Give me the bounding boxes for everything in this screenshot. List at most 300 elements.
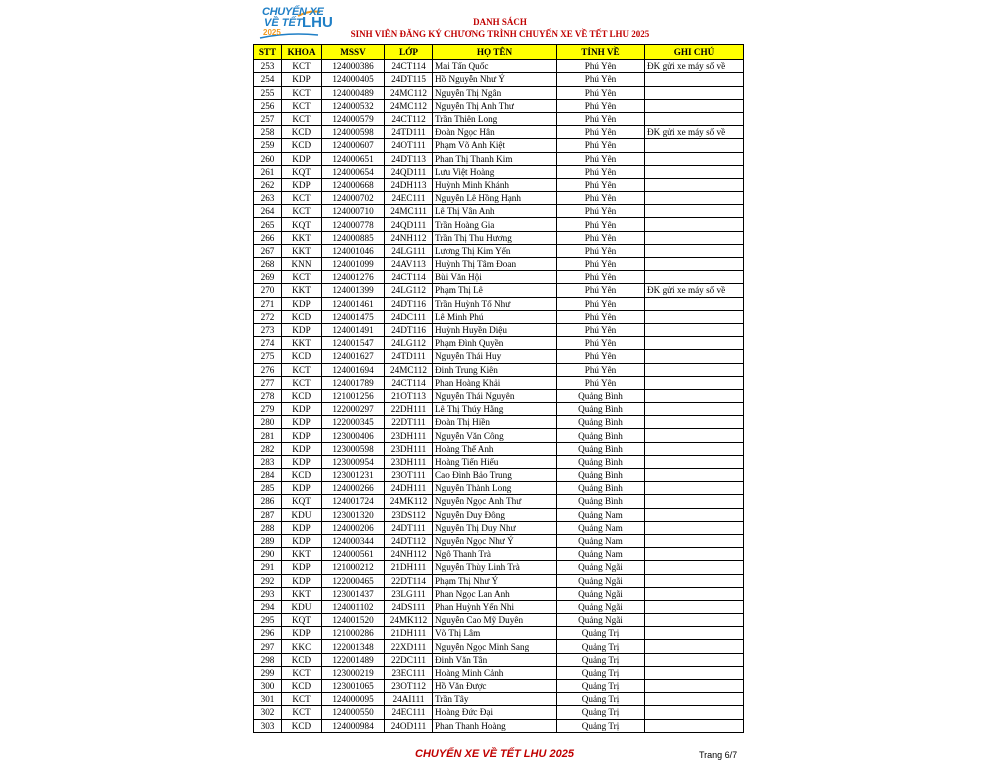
table-row: [254, 653, 744, 666]
cell-mssv: 123001065: [322, 680, 385, 693]
cell-khoa: KCT: [282, 706, 322, 719]
cell-tinh-ve: Quảng Trị: [557, 680, 645, 693]
table-row: [254, 482, 744, 495]
table-row: [254, 442, 744, 455]
table-row: [254, 389, 744, 402]
cell-lop: 23DS112: [385, 508, 433, 521]
cell-ho-ten: Võ Thị Lâm: [433, 627, 557, 640]
cell-lop: 24DT112: [385, 534, 433, 547]
cell-stt: 258: [254, 126, 282, 139]
cell-mssv: 124001475: [322, 310, 385, 323]
cell-lop: 23EC111: [385, 666, 433, 679]
cell-ghi-chu: [645, 112, 744, 125]
cell-ho-ten: Nguyễn Thái Huy: [433, 350, 557, 363]
cell-ho-ten: Nguyễn Thị Anh Thư: [433, 99, 557, 112]
cell-ho-ten: Hoàng Tiến Hiếu: [433, 455, 557, 468]
cell-ho-ten: Lê Thị Vân Anh: [433, 205, 557, 218]
cell-tinh-ve: Quảng Ngãi: [557, 574, 645, 587]
cell-lop: 24OT111: [385, 139, 433, 152]
cell-ho-ten: Hồ Văn Được: [433, 680, 557, 693]
cell-ho-ten: Ngô Thanh Trà: [433, 548, 557, 561]
cell-khoa: KCT: [282, 86, 322, 99]
table-row: [254, 99, 744, 112]
cell-mssv: 124000095: [322, 693, 385, 706]
cell-ghi-chu: [645, 442, 744, 455]
cell-khoa: KKT: [282, 284, 322, 297]
cell-stt: 301: [254, 693, 282, 706]
cell-ho-ten: Nguyễn Thùy Linh Trà: [433, 561, 557, 574]
cell-lop: 24AI111: [385, 693, 433, 706]
cell-stt: 274: [254, 337, 282, 350]
header-stt: STT: [254, 45, 282, 60]
cell-ghi-chu: [645, 350, 744, 363]
cell-khoa: KQT: [282, 495, 322, 508]
table-row: [254, 205, 744, 218]
cell-tinh-ve: Quảng Bình: [557, 429, 645, 442]
cell-tinh-ve: Phú Yên: [557, 112, 645, 125]
cell-ghi-chu: [645, 469, 744, 482]
cell-tinh-ve: Phú Yên: [557, 73, 645, 86]
cell-stt: 275: [254, 350, 282, 363]
cell-ho-ten: Nguyễn Cao Mỹ Duyên: [433, 614, 557, 627]
table-row: [254, 403, 744, 416]
cell-stt: 297: [254, 640, 282, 653]
cell-ghi-chu: [645, 482, 744, 495]
cell-mssv: 122000345: [322, 416, 385, 429]
cell-ho-ten: Phạm Thị Lê: [433, 284, 557, 297]
cell-lop: 23OT112: [385, 680, 433, 693]
cell-mssv: 124001276: [322, 271, 385, 284]
cell-tinh-ve: Phú Yên: [557, 258, 645, 271]
cell-ghi-chu: [645, 244, 744, 257]
cell-stt: 267: [254, 244, 282, 257]
cell-stt: 264: [254, 205, 282, 218]
cell-mssv: 123000598: [322, 442, 385, 455]
cell-tinh-ve: Phú Yên: [557, 126, 645, 139]
cell-ghi-chu: [645, 653, 744, 666]
cell-ghi-chu: [645, 86, 744, 99]
cell-stt: 280: [254, 416, 282, 429]
cell-ghi-chu: [645, 680, 744, 693]
cell-lop: 24TD111: [385, 350, 433, 363]
cell-lop: 23OT111: [385, 469, 433, 482]
table-row: [254, 600, 744, 613]
cell-mssv: 124000654: [322, 165, 385, 178]
cell-lop: 24NH112: [385, 548, 433, 561]
cell-tinh-ve: Quảng Ngãi: [557, 614, 645, 627]
cell-tinh-ve: Phú Yên: [557, 99, 645, 112]
cell-lop: 24CT114: [385, 376, 433, 389]
cell-khoa: KKT: [282, 548, 322, 561]
cell-tinh-ve: Quảng Bình: [557, 455, 645, 468]
cell-ghi-chu: [645, 99, 744, 112]
table-row: [254, 640, 744, 653]
header-ho-ten: HỌ TÊN: [433, 45, 557, 60]
cell-tinh-ve: Quảng Nam: [557, 521, 645, 534]
table-row: [254, 86, 744, 99]
table-row: [254, 165, 744, 178]
table-row: [254, 521, 744, 534]
cell-lop: 24LG112: [385, 284, 433, 297]
cell-stt: 298: [254, 653, 282, 666]
cell-tinh-ve: Phú Yên: [557, 152, 645, 165]
cell-mssv: 124000702: [322, 192, 385, 205]
cell-lop: 24DT113: [385, 152, 433, 165]
cell-khoa: KDP: [282, 178, 322, 191]
cell-mssv: 124001789: [322, 376, 385, 389]
cell-lop: 23DH111: [385, 442, 433, 455]
cell-ho-ten: Trần Huỳnh Tố Như: [433, 297, 557, 310]
cell-khoa: KCT: [282, 376, 322, 389]
cell-ghi-chu: [645, 627, 744, 640]
cell-mssv: 124000386: [322, 60, 385, 73]
cell-khoa: KDU: [282, 600, 322, 613]
cell-stt: 270: [254, 284, 282, 297]
cell-ho-ten: Phạm Võ Anh Kiệt: [433, 139, 557, 152]
cell-stt: 284: [254, 469, 282, 482]
cell-stt: 265: [254, 218, 282, 231]
cell-lop: 22DT111: [385, 416, 433, 429]
cell-ho-ten: Phạm Thị Như Ý: [433, 574, 557, 587]
cell-stt: 303: [254, 719, 282, 732]
table-row: [254, 350, 744, 363]
cell-tinh-ve: Phú Yên: [557, 178, 645, 191]
cell-mssv: 124001046: [322, 244, 385, 257]
table-row: [254, 73, 744, 86]
table-row: [254, 508, 744, 521]
table-row: [254, 284, 744, 297]
cell-ghi-chu: [645, 693, 744, 706]
cell-khoa: KKT: [282, 231, 322, 244]
cell-lop: 22DT114: [385, 574, 433, 587]
cell-mssv: 124001102: [322, 600, 385, 613]
cell-ghi-chu: [645, 323, 744, 336]
cell-tinh-ve: Phú Yên: [557, 337, 645, 350]
cell-khoa: KDU: [282, 508, 322, 521]
logo-text-line1: CHUYẾN XE: [262, 6, 324, 18]
cell-tinh-ve: Quảng Trị: [557, 706, 645, 719]
cell-stt: 294: [254, 600, 282, 613]
cell-ho-ten: Mai Tấn Quốc: [433, 60, 557, 73]
cell-khoa: KDP: [282, 627, 322, 640]
cell-tinh-ve: Quảng Bình: [557, 442, 645, 455]
cell-stt: 288: [254, 521, 282, 534]
cell-stt: 272: [254, 310, 282, 323]
cell-lop: 22XD111: [385, 640, 433, 653]
cell-lop: 24CT114: [385, 271, 433, 284]
table-row: [254, 587, 744, 600]
cell-mssv: 124001520: [322, 614, 385, 627]
cell-lop: 24TD111: [385, 126, 433, 139]
cell-stt: 266: [254, 231, 282, 244]
table-row: [254, 126, 744, 139]
table-row: [254, 271, 744, 284]
cell-mssv: 124001547: [322, 337, 385, 350]
cell-mssv: 124001099: [322, 258, 385, 271]
cell-mssv: 124001724: [322, 495, 385, 508]
cell-ho-ten: Huỳnh Thị Tâm Đoan: [433, 258, 557, 271]
table-row: [254, 363, 744, 376]
cell-khoa: KCD: [282, 469, 322, 482]
cell-lop: 24QD111: [385, 218, 433, 231]
cell-mssv: 124000550: [322, 706, 385, 719]
cell-lop: 24OD111: [385, 719, 433, 732]
cell-khoa: KDP: [282, 574, 322, 587]
cell-tinh-ve: Phú Yên: [557, 376, 645, 389]
cell-mssv: 124001491: [322, 323, 385, 336]
cell-khoa: KQT: [282, 614, 322, 627]
cell-lop: 24MC112: [385, 86, 433, 99]
cell-khoa: KCT: [282, 693, 322, 706]
cell-stt: 299: [254, 666, 282, 679]
cell-mssv: 121000212: [322, 561, 385, 574]
cell-mssv: 124000561: [322, 548, 385, 561]
cell-ho-ten: Nguyễn Văn Công: [433, 429, 557, 442]
cell-stt: 291: [254, 561, 282, 574]
cell-ho-ten: Lương Thị Kim Yến: [433, 244, 557, 257]
cell-mssv: 124000885: [322, 231, 385, 244]
cell-ho-ten: Nguyễn Thái Nguyên: [433, 389, 557, 402]
cell-ghi-chu: [645, 548, 744, 561]
cell-mssv: 124000607: [322, 139, 385, 152]
cell-lop: 24MC112: [385, 99, 433, 112]
student-list-table: [253, 44, 744, 733]
table-row: [254, 574, 744, 587]
cell-mssv: 124000344: [322, 534, 385, 547]
cell-tinh-ve: Phú Yên: [557, 86, 645, 99]
cell-tinh-ve: Phú Yên: [557, 350, 645, 363]
cell-mssv: 123001437: [322, 587, 385, 600]
cell-ghi-chu: [645, 363, 744, 376]
cell-ho-ten: Cao Đình Bảo Trung: [433, 469, 557, 482]
table-row: [254, 218, 744, 231]
cell-khoa: KKT: [282, 337, 322, 350]
cell-ghi-chu: [645, 192, 744, 205]
cell-ho-ten: Lưu Việt Hoàng: [433, 165, 557, 178]
cell-mssv: 122001489: [322, 653, 385, 666]
header-ghi-chu: GHI CHÚ: [645, 45, 744, 60]
cell-lop: 24DH113: [385, 178, 433, 191]
cell-tinh-ve: Quảng Bình: [557, 482, 645, 495]
cell-ghi-chu: [645, 495, 744, 508]
cell-ghi-chu: [645, 73, 744, 86]
cell-tinh-ve: Phú Yên: [557, 271, 645, 284]
cell-ghi-chu: [645, 389, 744, 402]
cell-khoa: KCT: [282, 60, 322, 73]
cell-ho-ten: Đoàn Thị Hiền: [433, 416, 557, 429]
cell-tinh-ve: Quảng Trị: [557, 666, 645, 679]
cell-ho-ten: Phan Hoàng Khải: [433, 376, 557, 389]
cell-lop: 22DC111: [385, 653, 433, 666]
cell-ho-ten: Trần Thị Thu Hương: [433, 231, 557, 244]
cell-ghi-chu: [645, 534, 744, 547]
cell-lop: 21OT113: [385, 389, 433, 402]
cell-khoa: KDP: [282, 152, 322, 165]
cell-ho-ten: Phạm Đình Quyền: [433, 337, 557, 350]
table-row: [254, 60, 744, 73]
cell-lop: 24QD111: [385, 165, 433, 178]
cell-mssv: 124000668: [322, 178, 385, 191]
cell-tinh-ve: Quảng Bình: [557, 495, 645, 508]
cell-mssv: 121000286: [322, 627, 385, 640]
cell-lop: 24CT114: [385, 60, 433, 73]
table-header-row: [254, 45, 744, 60]
cell-lop: 24MK112: [385, 614, 433, 627]
cell-mssv: 124001461: [322, 297, 385, 310]
cell-mssv: 124001399: [322, 284, 385, 297]
cell-ho-ten: Nguyễn Lê Hồng Hạnh: [433, 192, 557, 205]
cell-tinh-ve: Phú Yên: [557, 192, 645, 205]
cell-stt: 279: [254, 403, 282, 416]
cell-ho-ten: Nguyễn Thành Long: [433, 482, 557, 495]
cell-ghi-chu: [645, 614, 744, 627]
cell-lop: 23DH111: [385, 455, 433, 468]
cell-tinh-ve: Phú Yên: [557, 139, 645, 152]
cell-stt: 271: [254, 297, 282, 310]
cell-ho-ten: Đinh Văn Tân: [433, 653, 557, 666]
header-lop: LỚP: [385, 45, 433, 60]
cell-ho-ten: Phan Ngọc Lan Anh: [433, 587, 557, 600]
cell-ho-ten: Nguyễn Thị Duy Như: [433, 521, 557, 534]
cell-mssv: 124000710: [322, 205, 385, 218]
cell-stt: 259: [254, 139, 282, 152]
footer-program: CHUYẾN XE VỀ TẾT LHU 2025: [415, 748, 574, 760]
cell-tinh-ve: Quảng Bình: [557, 389, 645, 402]
table-row: [254, 416, 744, 429]
cell-mssv: 124001694: [322, 363, 385, 376]
cell-tinh-ve: Quảng Trị: [557, 693, 645, 706]
cell-lop: 24LG111: [385, 244, 433, 257]
cell-lop: 23LG111: [385, 587, 433, 600]
cell-lop: 24DC111: [385, 310, 433, 323]
cell-ho-ten: Phan Huỳnh Yến Nhi: [433, 600, 557, 613]
cell-mssv: 124000266: [322, 482, 385, 495]
cell-tinh-ve: Quảng Ngãi: [557, 587, 645, 600]
table-row: [254, 469, 744, 482]
cell-khoa: KDP: [282, 429, 322, 442]
logo-text-lhu: LHU: [302, 14, 333, 31]
cell-ho-ten: Trần Thiên Long: [433, 112, 557, 125]
cell-khoa: KCT: [282, 666, 322, 679]
cell-stt: 277: [254, 376, 282, 389]
cell-ho-ten: Hoàng Thế Anh: [433, 442, 557, 455]
cell-ho-ten: Lê Minh Phú: [433, 310, 557, 323]
cell-khoa: KKC: [282, 640, 322, 653]
cell-ghi-chu: ĐK gửi xe máy số về: [645, 60, 744, 73]
cell-tinh-ve: Quảng Bình: [557, 469, 645, 482]
cell-ghi-chu: [645, 455, 744, 468]
table-row: [254, 719, 744, 732]
table-row: [254, 455, 744, 468]
cell-ghi-chu: [645, 165, 744, 178]
cell-khoa: KKT: [282, 244, 322, 257]
table-row: [254, 614, 744, 627]
cell-khoa: KDP: [282, 521, 322, 534]
table-row: [254, 231, 744, 244]
cell-khoa: KDP: [282, 323, 322, 336]
cell-khoa: KCT: [282, 271, 322, 284]
table-row: [254, 337, 744, 350]
table-row: [254, 152, 744, 165]
cell-ghi-chu: [645, 376, 744, 389]
cell-ho-ten: Lê Thị Thúy Hằng: [433, 403, 557, 416]
table-row: [254, 297, 744, 310]
cell-lop: 24EC111: [385, 192, 433, 205]
cell-khoa: KKT: [282, 587, 322, 600]
cell-ghi-chu: [645, 152, 744, 165]
cell-khoa: KCD: [282, 350, 322, 363]
cell-stt: 260: [254, 152, 282, 165]
cell-mssv: 124000489: [322, 86, 385, 99]
cell-stt: 273: [254, 323, 282, 336]
cell-mssv: 124000984: [322, 719, 385, 732]
cell-ho-ten: Hồ Nguyễn Như Ý: [433, 73, 557, 86]
cell-ghi-chu: [645, 640, 744, 653]
cell-stt: 292: [254, 574, 282, 587]
cell-ho-ten: Đoàn Ngọc Hân: [433, 126, 557, 139]
cell-khoa: KCT: [282, 192, 322, 205]
table-row: [254, 680, 744, 693]
cell-ho-ten: Trần Hoàng Gia: [433, 218, 557, 231]
cell-ho-ten: Hoàng Đức Đại: [433, 706, 557, 719]
cell-stt: 256: [254, 99, 282, 112]
cell-lop: 24MC112: [385, 363, 433, 376]
cell-ho-ten: Nguyễn Ngọc Minh Sang: [433, 640, 557, 653]
cell-ghi-chu: [645, 429, 744, 442]
cell-ghi-chu: [645, 205, 744, 218]
cell-mssv: 123000219: [322, 666, 385, 679]
cell-ghi-chu: [645, 337, 744, 350]
cell-stt: 283: [254, 455, 282, 468]
table-row: [254, 561, 744, 574]
table-row: [254, 495, 744, 508]
cell-ghi-chu: [645, 600, 744, 613]
cell-stt: 296: [254, 627, 282, 640]
cell-tinh-ve: Quảng Bình: [557, 416, 645, 429]
cell-ghi-chu: [645, 561, 744, 574]
cell-stt: 253: [254, 60, 282, 73]
cell-stt: 295: [254, 614, 282, 627]
cell-stt: 289: [254, 534, 282, 547]
table-row: [254, 178, 744, 191]
cell-mssv: 124001627: [322, 350, 385, 363]
cell-tinh-ve: Phú Yên: [557, 231, 645, 244]
table-row: [254, 323, 744, 336]
table-row: [254, 548, 744, 561]
cell-ghi-chu: [645, 666, 744, 679]
cell-khoa: KDP: [282, 73, 322, 86]
cell-stt: 282: [254, 442, 282, 455]
cell-tinh-ve: Quảng Ngãi: [557, 600, 645, 613]
cell-ghi-chu: [645, 271, 744, 284]
cell-ghi-chu: [645, 719, 744, 732]
cell-ghi-chu: [645, 521, 744, 534]
cell-stt: 254: [254, 73, 282, 86]
cell-mssv: 123001231: [322, 469, 385, 482]
cell-stt: 268: [254, 258, 282, 271]
cell-lop: 24MK112: [385, 495, 433, 508]
cell-lop: 24DS111: [385, 600, 433, 613]
cell-khoa: KCD: [282, 139, 322, 152]
cell-mssv: 124000532: [322, 99, 385, 112]
cell-khoa: KCT: [282, 205, 322, 218]
cell-khoa: KCT: [282, 363, 322, 376]
cell-ghi-chu: [645, 706, 744, 719]
table-row: [254, 693, 744, 706]
cell-tinh-ve: Phú Yên: [557, 297, 645, 310]
cell-stt: 262: [254, 178, 282, 191]
cell-stt: 257: [254, 112, 282, 125]
